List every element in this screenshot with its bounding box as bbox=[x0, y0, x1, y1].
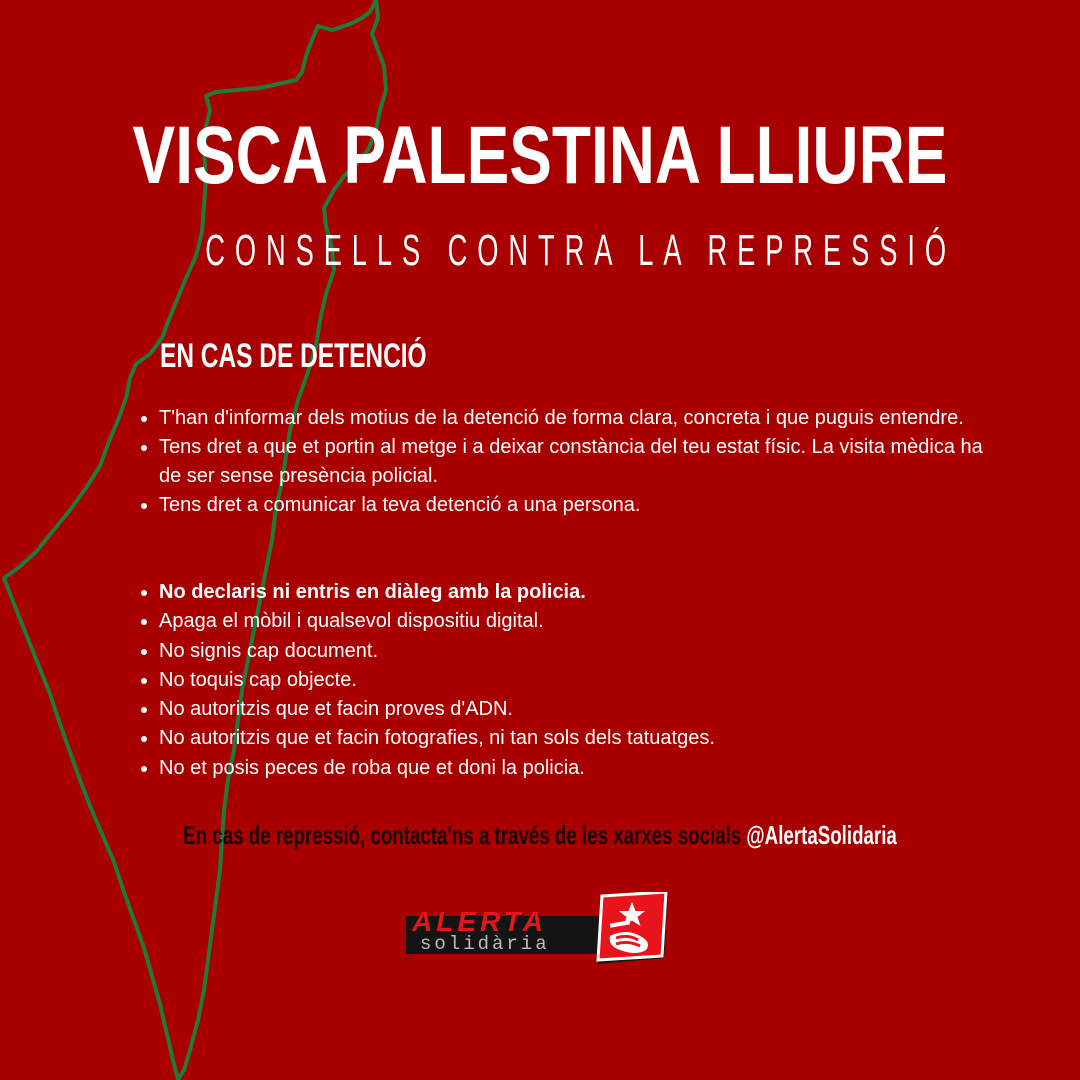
logo-text-solidaria: solidària bbox=[420, 933, 550, 955]
page-subtitle: CONSELLS CONTRA LA REPRESSIÓ bbox=[205, 226, 956, 275]
social-handle-link[interactable]: @AlertaSolidaria bbox=[746, 820, 897, 850]
contact-line bbox=[151, 818, 929, 852]
logo-text-alerta: ALERTA bbox=[412, 906, 547, 937]
list-item: • No signis cap document. bbox=[159, 637, 989, 666]
section-heading: EN CAS DE DETENCIÓ bbox=[160, 337, 427, 375]
list-item: • No et posis peces de roba que et doni la policia. bbox=[159, 754, 989, 783]
list-item: • No toquis cap objecte. bbox=[159, 666, 989, 695]
list-item: • Apaga el mòbil i qualsevol dispositiu digital. bbox=[159, 607, 989, 636]
list-item: • T'han d'informar dels motius de la detenció de forma clara, concreta i que puguis entendre. bbox=[159, 404, 989, 433]
list-item: • No declaris ni entris en diàleg amb la policia. bbox=[159, 578, 989, 607]
contact-text: En cas de repressió, contacta'ns a través de les xarxes socials bbox=[183, 820, 742, 850]
advice-list bbox=[135, 578, 989, 783]
alerta-solidaria-logo bbox=[406, 888, 676, 968]
rights-list bbox=[135, 404, 989, 520]
fist-star-emblem-icon bbox=[596, 892, 672, 964]
list-item: • No autoritzis que et facin fotografies, ni tan sols dels tatuatges. bbox=[159, 724, 989, 753]
list-item: • Tens dret a comunicar la teva detenció a una persona. bbox=[159, 491, 989, 520]
page-title: VISCA PALESTINA LLIURE bbox=[132, 110, 948, 201]
list-item: • Tens dret a que et portin al metge i a deixar constància del teu estat físic. La visita mèdica ha de ser sense presència policial. bbox=[159, 433, 989, 491]
list-item: • No autoritzis que et facin proves d'ADN. bbox=[159, 695, 989, 724]
